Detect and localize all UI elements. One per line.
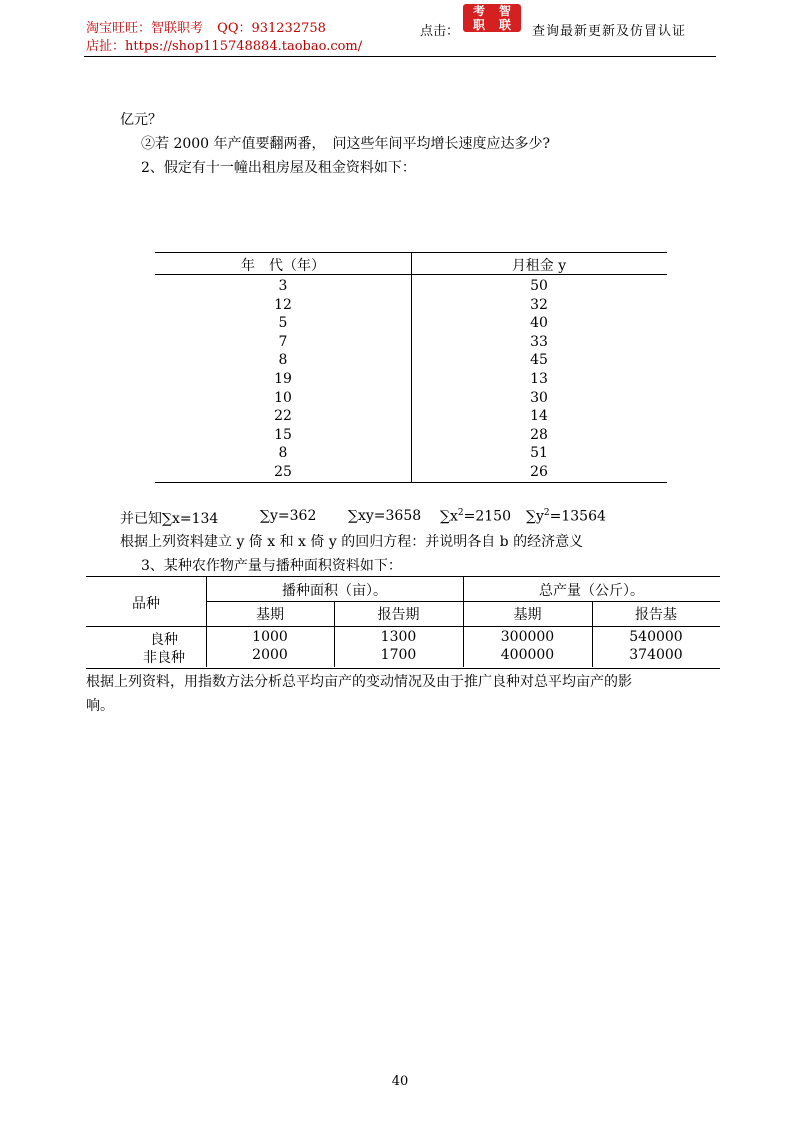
sum-y2-exp: 2 [543,508,550,518]
sum-x2-exp: 2 [457,508,464,518]
area-header: 播种面积（亩）。 [282,583,387,599]
year-cell: 7 [278,333,288,350]
sum-y2-base: ∑y [526,508,544,525]
table-cell: 1700 [380,647,417,663]
rent-cell: 30 [530,389,548,406]
header-rent: 月租金 y [511,258,567,274]
section-3-title: 3、某种农作物产量与播种面积资料如下： [141,558,402,574]
index-question-end: 响。 [86,698,114,714]
page-number: 40 [391,1074,409,1089]
row-name: 非良种 [143,650,185,666]
row-name: 良种 [150,632,178,648]
verify-link[interactable]: 查询最新更新及仿冒认证 [532,24,687,39]
rent-table [155,252,667,483]
sum-x2-base: ∑x [440,508,458,525]
section-2-title: 2、假定有十一幢出租房屋及租金资料如下： [141,160,416,176]
rent-cell: 50 [530,278,548,294]
sum-x: 并已知∑x=134 [120,511,219,527]
header-rule [84,56,716,57]
rent-cell: 33 [530,333,548,350]
table-cell: 374000 [629,647,683,663]
output-header: 总产量（公斤）。 [539,583,644,599]
table-rule [86,626,720,627]
year-cell: 19 [274,370,292,387]
regression-question: 根据上列资料建立 y 倚 x 和 x 倚 y 的回归方程：并说明各自 b 的经济意义 [120,534,584,550]
sum-x2-val: =2150 [463,508,511,525]
sub-header: 基期 [256,607,284,623]
logo-char: 考 [472,4,485,18]
table-rule [206,601,720,602]
sum-y: ∑y=362 [260,508,317,524]
years-column [155,277,411,482]
year-cell: 15 [274,426,292,443]
rent-cell: 51 [530,445,548,462]
sub-header: 报告期 [377,607,420,623]
shop-url-link[interactable]: 店扯：https://shop115748884.taobao.com/ [86,39,363,54]
table-cell: 1000 [252,629,288,645]
rent-cell: 32 [530,296,548,313]
shop-name: 淘宝旺旺：智联职考 [86,21,204,36]
table-cell: 1300 [380,629,417,645]
variety-header: 品种 [132,596,160,612]
sum-x2 [440,508,511,525]
header-left [86,20,362,56]
year-cell: 10 [274,389,292,406]
year-cell: 8 [278,445,288,462]
sub-header: 报告基 [635,607,677,623]
table-cell: 2000 [252,647,288,663]
year-cell: 25 [274,463,292,480]
rent-cell: 14 [530,408,548,425]
rent-cell: 40 [530,315,548,332]
year-cell: 3 [278,278,288,294]
logo-char: 职 [472,18,485,32]
table-cell: 540000 [629,629,683,645]
rent-column [411,277,667,482]
rent-cell: 28 [530,426,548,443]
sub-header: 基期 [513,607,542,623]
sum-xy: ∑xy=3658 [348,508,422,524]
header-years: 年 代（年） [241,258,325,274]
index-question: 根据上列资料，用指数方法分析总平均亩产的变动情况及由于推广良种对总平均亩产的影 [86,674,632,690]
rent-cell: 45 [530,352,548,369]
click-label: 点击： [420,24,460,39]
logo[interactable] [463,4,521,32]
sum-y2-val: =13564 [549,508,606,525]
text-line-1: 亿元？ [120,112,162,128]
qq-number: QQ：931232758 [217,21,326,36]
year-cell: 8 [278,352,288,369]
crop-table [86,576,720,669]
rent-cell: 26 [530,463,548,480]
question-2: ②若 2000 年产值要翻两番， 问这些年间平均增长速度应达多少? [141,136,551,152]
year-cell: 12 [274,296,292,313]
rent-cell: 13 [530,370,548,387]
table-cell: 400000 [500,647,555,663]
year-cell: 22 [274,408,292,425]
logo-char: 联 [498,18,511,32]
year-cell: 5 [278,315,288,332]
sum-y2 [526,508,606,525]
logo-char: 智 [498,4,511,18]
table-cell: 300000 [500,629,555,645]
